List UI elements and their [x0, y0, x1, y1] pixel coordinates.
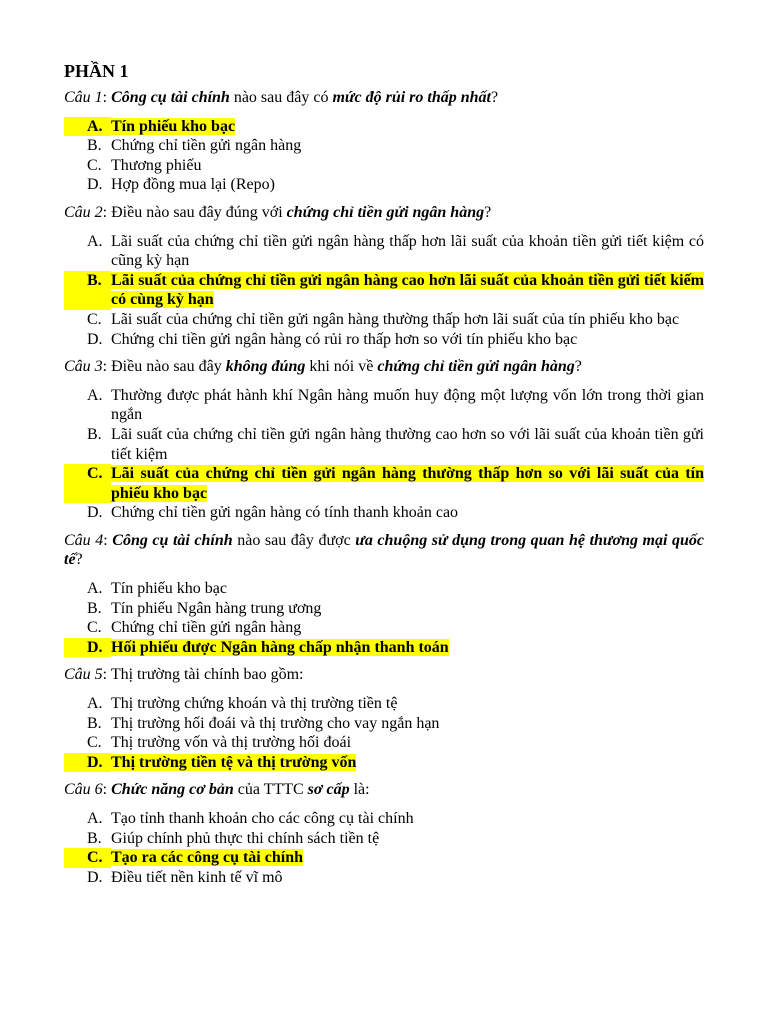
option-text: Tín phiếu Ngân hàng trung ương: [111, 599, 322, 617]
question-block: [64, 88, 704, 195]
answer-options: [64, 232, 704, 350]
answer-options: [64, 809, 704, 887]
answer-option: [64, 232, 704, 271]
option-text: Tín phiếu kho bạc: [111, 580, 227, 598]
answer-option: [64, 809, 704, 829]
option-letter: B.: [87, 829, 102, 847]
question-text-part: ?: [574, 358, 582, 376]
option-letter: A.: [87, 386, 103, 404]
answer-option: [64, 733, 704, 753]
answer-option-correct: [64, 117, 704, 137]
option-text: Giúp chính phủ thực thi chính sách tiền tệ: [111, 829, 380, 847]
answer-option: [64, 599, 704, 619]
question-text-part: Công cụ tài chính: [111, 89, 230, 106]
question-text-part: của TTTC: [233, 781, 308, 799]
question-text-part: :: [102, 781, 112, 799]
option-text: Chứng chỉ tiền gửi ngân hàng: [111, 619, 302, 637]
answer-option: [64, 714, 704, 734]
option-text: [111, 638, 704, 658]
question-text: [64, 665, 704, 685]
question-text-part: chứng chỉ tiền gửi ngân hàng: [286, 203, 485, 221]
answer-options: [64, 386, 704, 523]
option-text: Chứng chi tiền gửi ngân hàng có rủi ro thấp hơn so với tín phiếu kho bạc: [111, 330, 578, 348]
option-letter: C.: [64, 464, 111, 503]
answer-options: [64, 579, 704, 657]
question-block: [64, 357, 704, 523]
option-text: Điều tiết nền kinh tế vĩ mô: [111, 868, 283, 886]
option-letter: D.: [87, 176, 103, 194]
option-letter: A.: [87, 580, 103, 598]
question-text-part: Câu 1: [64, 89, 103, 106]
option-text: [111, 848, 704, 868]
question-text-part: Câu 2: [64, 203, 103, 221]
answer-option: [64, 156, 704, 176]
option-letter: B.: [87, 425, 102, 443]
question-text-part: :: [102, 89, 112, 106]
question-text-part: ưa chuộng sử dụng trong quan hệ thương mại quốc tế: [64, 531, 705, 569]
option-letter: D.: [87, 868, 103, 886]
answer-option-correct: [64, 753, 704, 773]
question-text-part: ?: [484, 203, 492, 221]
option-letter: C.: [87, 310, 102, 328]
question-text-part: Công cụ tài chính: [112, 531, 233, 549]
question-text-part: : Điều nào sau đây: [102, 358, 226, 376]
option-text: [111, 753, 704, 773]
option-text: Thương phiếu: [111, 156, 202, 174]
document-body: [64, 60, 704, 887]
question-block: [64, 665, 704, 772]
option-text: Thị trường hối đoái và thị trường cho vay ngắn hạn: [111, 714, 440, 732]
question-text: [64, 203, 704, 223]
question-text-part: không đúng: [225, 358, 306, 376]
option-text: Chứng chỉ tiền gửi ngân hàng có tính thanh khoản cao: [111, 504, 459, 522]
question-text-part: nào sau đây có: [229, 89, 333, 106]
option-text: Tạo tỉnh thanh khoản cho các công cụ tài chính: [111, 810, 414, 827]
option-text: [111, 271, 704, 310]
option-letter: B.: [87, 599, 102, 617]
question-text-part: : Điều nào sau đây đúng với: [102, 203, 287, 221]
option-letter: C.: [64, 848, 111, 868]
option-letter: A.: [87, 810, 103, 827]
answer-option: [64, 694, 704, 714]
highlighted-answer: Thị trường tiền tệ và thị trường vốn: [111, 753, 357, 771]
answer-option-correct: [64, 464, 704, 503]
question-text-part: Câu 5: [64, 666, 103, 684]
option-letter: C.: [87, 619, 102, 637]
question-text: [64, 531, 704, 570]
answer-option: [64, 618, 704, 638]
option-letter: C.: [87, 156, 102, 174]
highlighted-answer: Tạo ra các công cụ tài chính: [111, 849, 303, 867]
option-letter: B.: [87, 714, 102, 732]
answer-options: [64, 117, 704, 195]
question-text-part: mức độ rủi ro thấp nhất: [332, 89, 491, 106]
option-text: Thường được phát hành khí Ngân hàng muốn huy động một lượng vốn lớn trong thời gian ngắn: [111, 386, 704, 424]
highlighted-answer: Tín phiếu kho bạc: [111, 117, 236, 135]
option-letter: D.: [64, 638, 111, 658]
answer-options: [64, 694, 704, 772]
answer-option: [64, 386, 704, 425]
option-letter: A.: [87, 695, 103, 713]
answer-option: [64, 868, 704, 888]
question-text-part: ?: [75, 551, 83, 569]
question-text: [64, 357, 704, 377]
option-letter: D.: [64, 753, 111, 773]
answer-option: [64, 175, 704, 195]
question-text-part: nào sau đây được: [232, 531, 356, 549]
answer-option-correct: [64, 638, 704, 658]
question-text-part: sơ cấp: [307, 781, 350, 799]
question-block: [64, 531, 704, 658]
question-text-part: là:: [349, 781, 370, 799]
option-letter: A.: [87, 232, 103, 250]
question-text-part: Chức năng cơ bản: [111, 781, 234, 799]
question-text-part: khi nói về: [305, 358, 378, 376]
option-text: Hợp đồng mua lại (Repo): [111, 176, 275, 194]
highlighted-answer: Lãi suất của chứng chỉ tiền gửi ngân hàng thường thấp hơn so với lãi suất của tín phiếu kho bạc: [111, 465, 704, 502]
answer-option: [64, 425, 704, 464]
option-text: Lãi suất của chứng chỉ tiền gửi ngân hàng thấp hơn lãi suất của khoản tiền gửi tiết kiệm có cũng kỳ hạn: [111, 232, 704, 270]
option-letter: B.: [64, 271, 111, 310]
answer-option: [64, 579, 704, 599]
option-letter: C.: [87, 734, 102, 752]
option-text: Chứng chỉ tiền gửi ngân hàng: [111, 137, 302, 155]
highlighted-answer: Hối phiếu được Ngân hàng chấp nhận thanh toán: [111, 638, 449, 656]
option-letter: D.: [87, 330, 103, 348]
answer-option-correct: [64, 848, 704, 868]
highlighted-answer: Lãi suất của chứng chỉ tiền gửi ngân hàng cao hơn lãi suất của khoản tiền gửi tiết kiếm có cùng kỳ hạn: [111, 271, 704, 309]
answer-option: [64, 503, 704, 523]
question-text-part: :: [103, 531, 113, 549]
answer-option: [64, 310, 704, 330]
question-text-part: : Thị trường tài chính bao gồm:: [102, 666, 304, 684]
section-title: PHẦN 1: [64, 61, 129, 81]
option-letter: D.: [87, 504, 103, 522]
question-block: [64, 203, 704, 349]
option-text: Lãi suất của chứng chỉ tiền gửi ngân hàng thường cao hơn so với lãi suất của khoản tiền gửi tiết kiệm: [111, 425, 704, 463]
question-text-part: Câu 4: [64, 531, 104, 549]
option-text: Lãi suất của chứng chỉ tiền gửi ngân hàng thường thấp hơn lãi suất của tín phiếu kho bạc: [111, 310, 680, 328]
question-text: [64, 88, 704, 108]
option-letter: A.: [64, 117, 111, 137]
option-text: [111, 117, 704, 137]
option-letter: B.: [87, 137, 102, 155]
option-text: Thị trường chứng khoán và thị trường tiền tệ: [111, 695, 398, 713]
question-list: [64, 88, 704, 887]
question-text: [64, 780, 704, 800]
answer-option: [64, 829, 704, 849]
question-block: [64, 780, 704, 887]
answer-option: [64, 330, 704, 350]
answer-option: [64, 136, 704, 156]
question-text-part: Câu 3: [64, 358, 103, 376]
option-text: [111, 464, 704, 503]
answer-option-correct: [64, 271, 704, 310]
option-text: Thị trường vốn và thị trường hối đoái: [111, 734, 352, 752]
question-text-part: Câu 6: [64, 781, 103, 799]
question-text-part: ?: [490, 89, 499, 106]
question-text-part: chứng chỉ tiền gửi ngân hàng: [377, 358, 575, 376]
